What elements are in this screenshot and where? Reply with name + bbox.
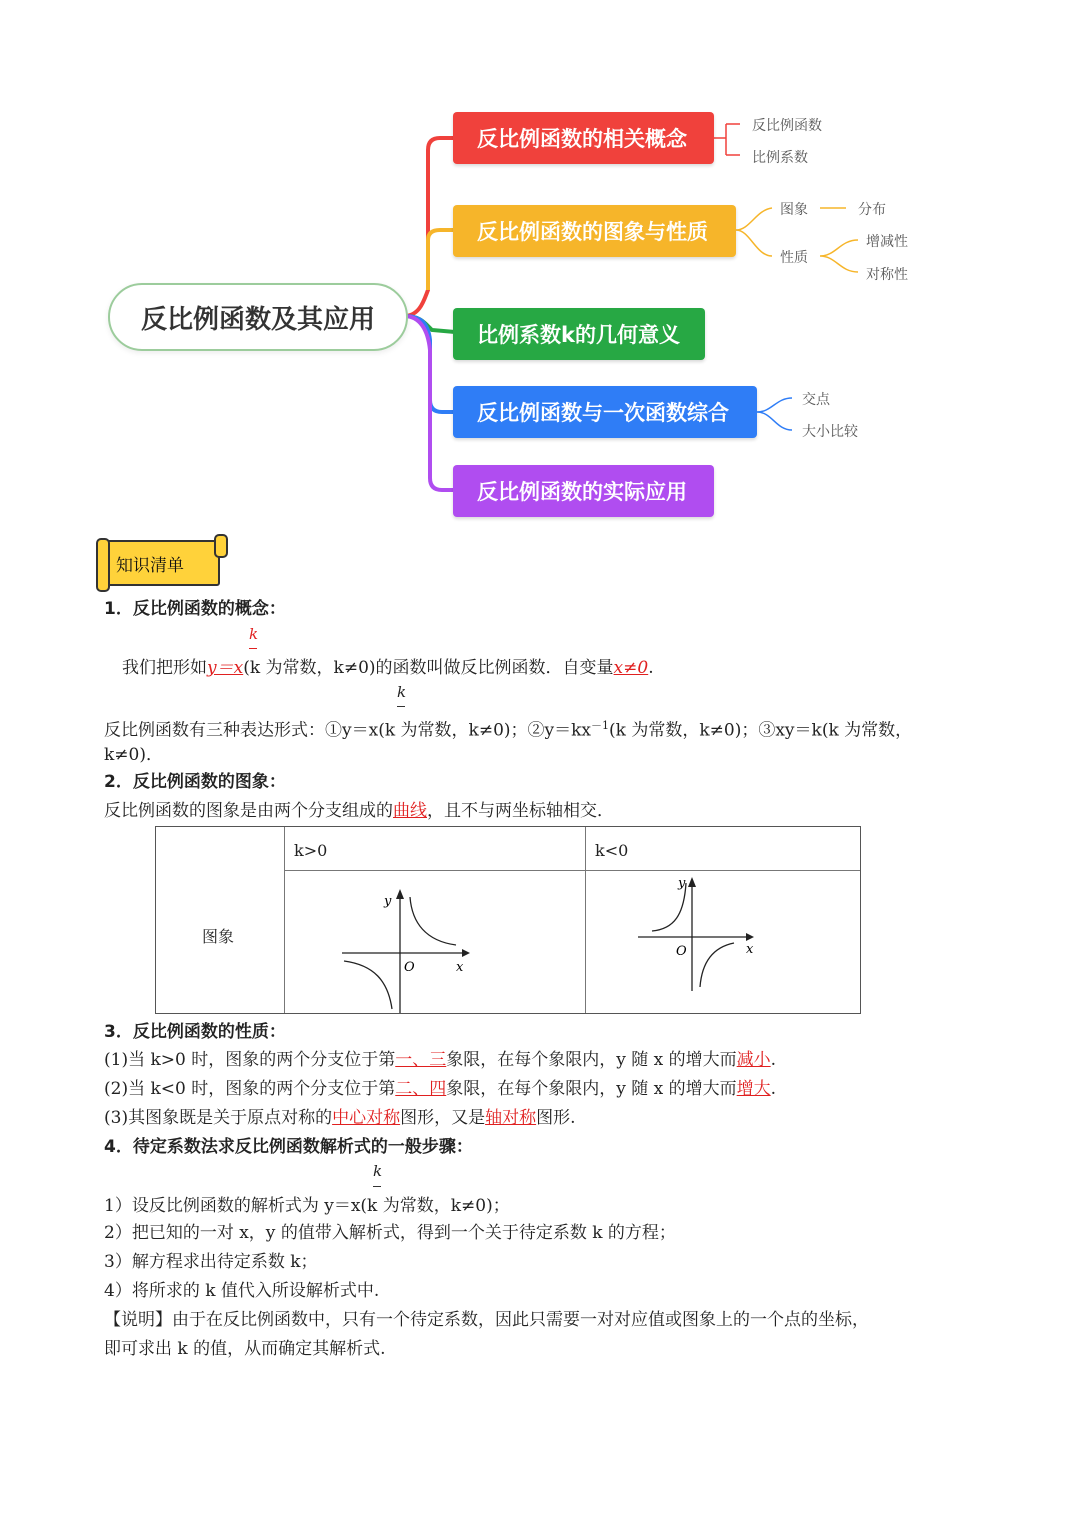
forms-text-a: 反比例函数有三种表达形式：①y＝x(k 为常数，k≠0)；②y＝kx [104,720,592,741]
mindmap-root: 反比例函数及其应用 [108,283,408,351]
leaf-symmetry: 对称性 [866,267,908,283]
forms-sup: －1 [591,719,610,732]
section-1-title: 1．反比例函数的概念： [104,599,286,619]
frac-bar-1 [249,648,257,649]
section-2-title: 2．反比例函数的图象： [104,772,286,792]
frac-k-1: k [249,625,259,643]
frac-k-3: k [373,1162,383,1180]
y-arrow [396,889,404,899]
p2-quadrants: 二、四 [395,1079,447,1099]
x-arrow [462,949,470,957]
p1-quadrants: 一、三 [395,1050,447,1070]
step-4: 4）将所求的 k 值代入所设解析式中. [104,1281,380,1301]
p3-axial-symmetry: 轴对称 [485,1108,537,1128]
property-line-3 [104,1106,576,1130]
y-label: y [678,876,686,891]
branch-graph-properties: 反比例函数的图象与性质 [453,205,736,257]
frac-bar-3 [373,1186,381,1187]
scroll-roll-left [96,538,110,592]
table-header-k-negative: k<0 [595,841,629,860]
branch-quadrant-3 [344,961,392,1009]
def-text-b: (k 为常数，k≠0)的函数叫做反比例函数．自变量 [243,658,614,678]
p3-central-symmetry: 中心对称 [332,1108,401,1128]
step-1: 1）设反比例函数的解析式为 y＝x(k 为常数，k≠0)； [104,1196,510,1216]
p2-c: . [770,1079,777,1099]
section-3-title: 3．反比例函数的性质： [104,1022,286,1042]
branch-linear-combo: 反比例函数与一次函数综合 [453,386,757,438]
three-forms-cont: k≠0)． [104,745,163,765]
graph-k-positive [336,883,476,1015]
frac-bar-2 [397,706,405,707]
knowledge-list-badge [104,540,220,586]
leaf-distribution: 分布 [858,202,886,218]
table-row-label: 图象 [202,927,235,946]
branch-concept: 反比例函数的相关概念 [453,112,714,164]
def-condition: x≠0 [613,658,649,678]
x-arrow [746,933,754,941]
leaf-coefficient: 比例系数 [752,150,808,166]
forms-text-b: (k 为常数，k≠0)；③xy＝k(k 为常数， [609,720,913,741]
three-forms [104,714,912,743]
leaf-comparison: 大小比较 [802,424,858,440]
graph-table [155,826,861,1014]
graph-text-a: 反比例函数的图象是由两个分支组成的 [104,801,393,821]
branch-quadrant-1 [410,897,456,945]
p1-trend: 减小 [736,1050,771,1070]
p3-a: (3)其图象既是关于原点对称的 [104,1108,333,1128]
p2-a: (2)当 k<0 时，图象的两个分支位于第 [104,1079,396,1099]
y-arrow [688,877,696,887]
p1-a: (1)当 k>0 时，图象的两个分支位于第 [104,1050,396,1070]
leaf-inverse-function: 反比例函数 [752,118,822,134]
step-2: 2）把已知的一对 x，y 的值带入解析式，得到一个关于待定系数 k 的方程； [104,1223,676,1243]
scroll-roll-right [214,534,228,558]
leaf-monotonic: 增减性 [866,234,908,250]
mindmap-connectors [0,0,1080,530]
leaf-graph: 图象 [780,202,808,218]
p3-c: 图形. [536,1108,576,1128]
note-line-1: 【说明】由于在反比例函数中，只有一个待定系数，因此只需要一对对应值或图象上的一个点的坐标， [104,1310,869,1330]
graph-text-b: ，且不与两坐标轴相交． [427,801,614,821]
branch-quadrant-4 [700,943,734,987]
badge-label: 知识清单 [116,555,184,576]
step-3: 3）解方程求出待定系数 k； [104,1252,318,1272]
section-4-title: 4．待定系数法求反比例函数解析式的一般步骤： [104,1137,473,1157]
graph-description [104,799,614,823]
leaf-intersection: 交点 [802,392,830,408]
origin-label: O [404,960,415,975]
graph-keyword: 曲线 [393,801,427,821]
p3-b: 图形，又是 [400,1108,486,1128]
origin-label: O [676,944,687,959]
def-formula: y＝x [207,658,244,678]
x-label: x [456,960,464,975]
concept-definition [122,656,654,680]
p1-c: . [770,1050,777,1070]
frac-k-2: k [397,683,407,701]
graph-k-negative [636,871,786,995]
y-label: y [384,894,392,909]
def-text-a: 我们把形如 [122,658,207,678]
table-header-k-positive: k>0 [294,841,328,860]
property-line-1 [104,1048,776,1072]
p2-b: 象限，在每个象限内，y 随 x 的增大而 [446,1079,737,1099]
p2-trend: 增大 [736,1079,771,1099]
leaf-property: 性质 [780,250,808,266]
p1-b: 象限，在每个象限内，y 随 x 的增大而 [446,1050,737,1070]
def-text-c: . [648,658,654,678]
branch-application: 反比例函数的实际应用 [453,465,714,517]
branch-k-geometry: 比例系数k的几何意义 [453,308,705,360]
note-line-2: 即可求出 k 的值，从而确定其解析式. [104,1339,386,1359]
property-line-2 [104,1077,776,1101]
table-divider-v1 [284,827,285,1013]
table-divider-v2 [585,827,586,1013]
x-label: x [746,942,754,957]
